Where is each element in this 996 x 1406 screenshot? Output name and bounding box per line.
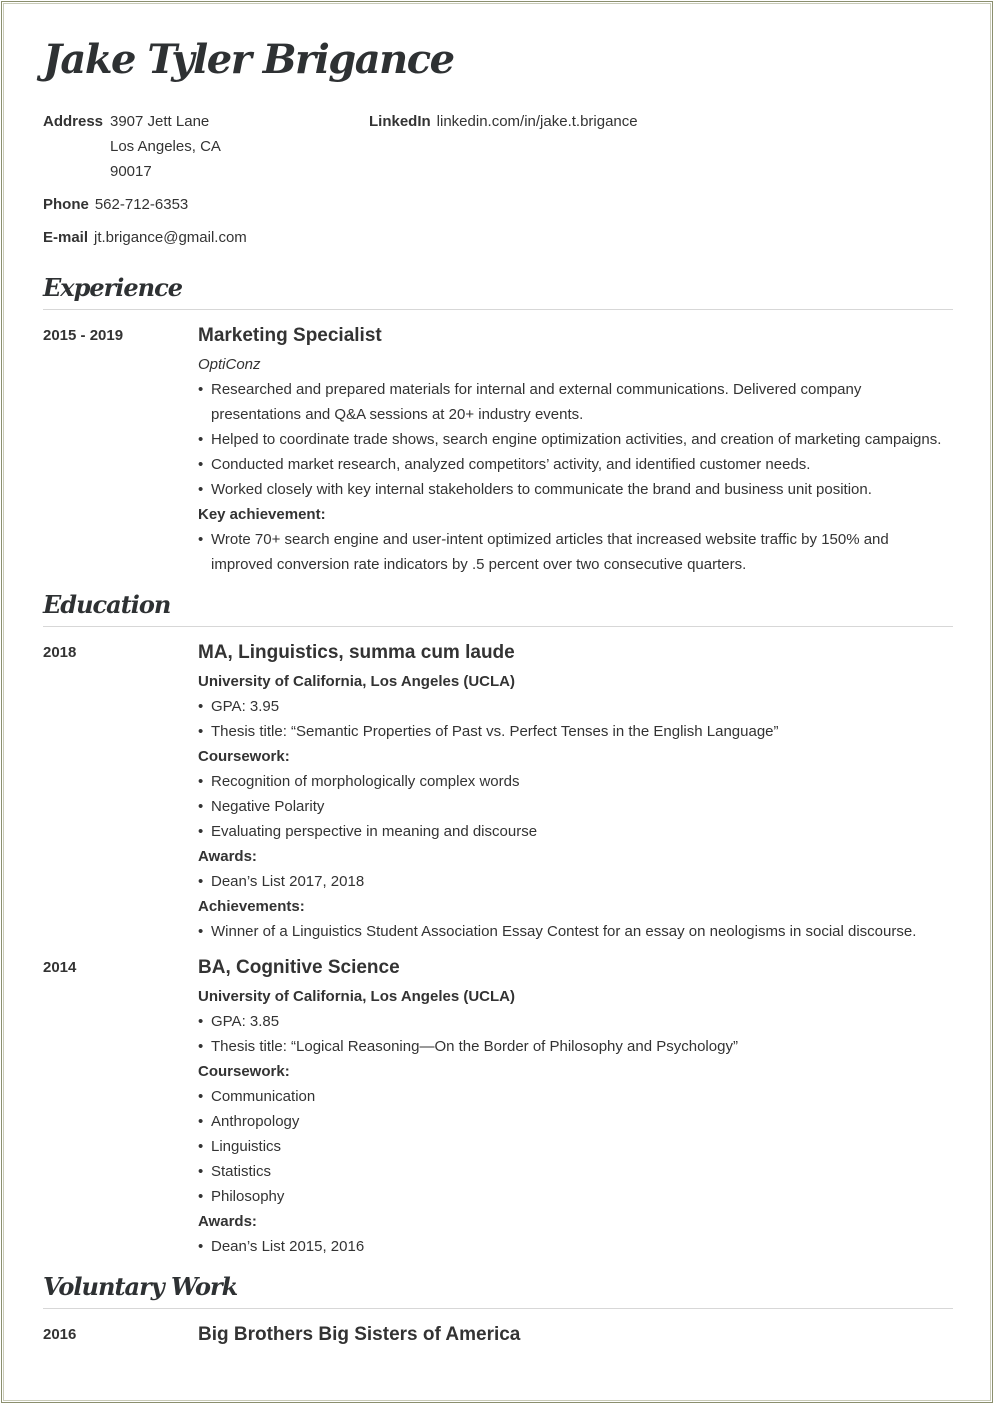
list-item: • Thesis title: “Semantic Properties of Past vs. Perfect Tenses in the English Language” [198,719,953,744]
degree-title: MA, Linguistics, summa cum laude [198,642,515,663]
address-label: Address [43,113,104,130]
detail-list [198,1009,953,1059]
address-line: 90017 [110,163,152,180]
education-year: 2018 [43,644,77,661]
school-name: University of California, Los Angeles (UCLA) [198,673,515,690]
experience-entry [198,324,953,577]
section-title-experience: Experience [43,273,183,302]
section-divider [43,626,953,627]
list-item: • Negative Polarity [198,794,953,819]
list-item: • Researched and prepared materials for internal and external communications. Delivered company presentations and Q&A sessions at 20+ industry events. [198,377,953,427]
list-item: • Evaluating perspective in meaning and discourse [198,819,953,844]
experience-dates: 2015 - 2019 [43,327,124,344]
achievements-label: Achievements: [198,898,305,915]
voluntary-entry [198,1323,953,1351]
list-item: • Recognition of morphologically complex words [198,769,953,794]
email-label: E-mail [43,229,89,246]
responsibility-list [198,377,953,502]
linkedin-link[interactable]: linkedin.com/in/jake.t.brigance [436,113,638,130]
degree-title: BA, Cognitive Science [198,957,400,978]
section-title-voluntary-work: Voluntary Work [43,1272,238,1301]
list-item: • Statistics [198,1159,953,1184]
achievements-list [198,919,953,944]
awards-label: Awards: [198,848,257,865]
coursework-list [198,769,953,844]
company-name: OptiConz [198,356,261,373]
education-entry [198,641,953,944]
email-link[interactable]: jt.brigance@gmail.com [94,229,247,246]
list-item: • Conducted market research, analyzed competitors’ activity, and identified customer needs. [198,452,953,477]
list-item: • Anthropology [198,1109,953,1134]
section-divider [43,309,953,310]
linkedin-block [369,109,638,134]
job-title: Marketing Specialist [198,325,382,346]
awards-label: Awards: [198,1213,257,1230]
list-item: • Wrote 70+ search engine and user-intent optimized articles that increased website traffic by 150% and improved conversion rate indicators by .5 percent over two consecutive quarters. [198,527,953,577]
email-block [43,225,247,250]
resume-name: Jake Tyler Brigance [43,36,454,83]
phone-value: 562-712-6353 [94,196,189,213]
phone-label: Phone [43,196,89,213]
awards-list [198,869,953,894]
achievement-label: Key achievement: [198,506,326,523]
address-line: Los Angeles, CA [110,138,221,155]
list-item: • Communication [198,1084,953,1109]
education-entry [198,956,953,1259]
phone-block [43,192,188,217]
school-name: University of California, Los Angeles (UCLA) [198,988,515,1005]
voluntary-year: 2016 [43,1326,77,1343]
list-item: • GPA: 3.95 [198,694,953,719]
list-item: • Winner of a Linguistics Student Association Essay Contest for an essay on neologisms in social discourse. [198,919,953,944]
education-year: 2014 [43,959,77,976]
detail-list [198,694,953,744]
linkedin-label: LinkedIn [369,113,431,130]
achievement-list [198,527,953,577]
list-item: • Dean’s List 2015, 2016 [198,1234,953,1259]
coursework-label: Coursework: [198,748,290,765]
organization-name: Big Brothers Big Sisters of America [198,1324,521,1345]
address-line: 3907 Jett Lane [110,113,210,130]
list-item: • Thesis title: “Logical Reasoning—On the Border of Philosophy and Psychology” [198,1034,953,1059]
coursework-label: Coursework: [198,1063,290,1080]
list-item: • Helped to coordinate trade shows, search engine optimization activities, and creation of marketing campaigns. [198,427,953,452]
section-title-education: Education [43,590,171,619]
section-divider [43,1308,953,1309]
awards-list [198,1234,953,1259]
list-item: • Worked closely with key internal stakeholders to communicate the brand and business unit position. [198,477,953,502]
list-item: • Linguistics [198,1134,953,1159]
list-item: • Dean’s List 2017, 2018 [198,869,953,894]
coursework-list [198,1084,953,1209]
list-item: • Philosophy [198,1184,953,1209]
list-item: • GPA: 3.85 [198,1009,953,1034]
